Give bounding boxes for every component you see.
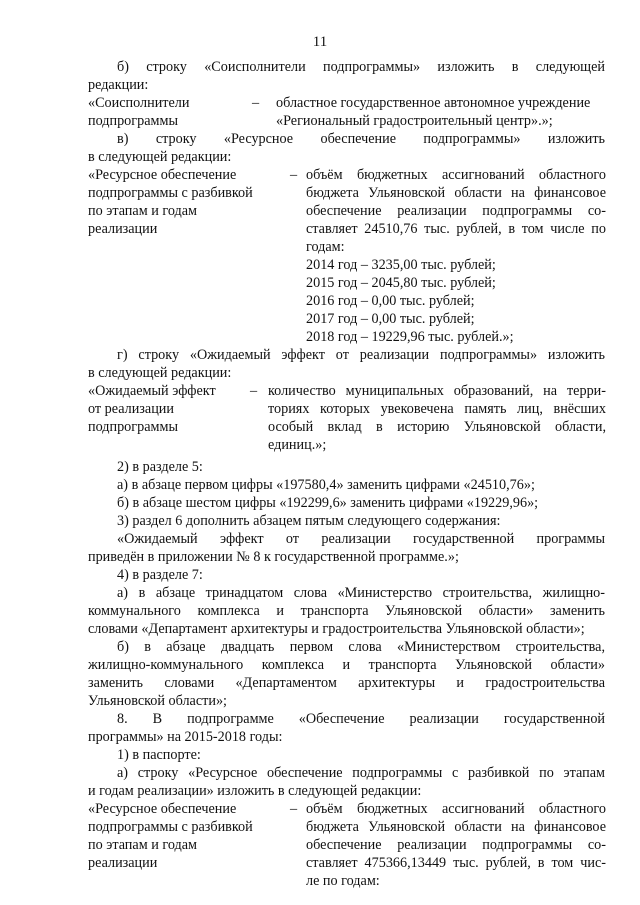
page-number: 11 [312,34,328,50]
text-line: и годам реализации» изложить в следующей редакции: [88,783,422,799]
table-left-cell: подпрограммы [88,113,178,129]
table-left-cell: «Соисполнители [88,95,190,111]
table-left-cell: реализации [88,221,158,237]
text-line: 8. В подпрограмме «Обеспечение реализации государственной [117,711,605,727]
table-right-cell: ториях которых увековечена память лиц, внёсших [268,401,606,417]
table-left-cell: реализации [88,855,158,871]
table-right-cell: бюджета Ульяновской области на финансовое [306,185,606,201]
table-right-cell: «Региональный градостроительный центр».»; [276,113,553,129]
table-left-cell: по этапам и годам [88,837,198,853]
text-line: 1) в паспорте: [117,747,201,763]
text-line: а) в абзаце тринадцатом слова «Министерство строительства, жилищно- [117,585,605,601]
text-line: в) строку «Ресурсное обеспечение подпрограммы» изложить [117,131,605,147]
table-left-cell: от реализации [88,401,174,417]
table-right-cell: годам: [306,239,345,255]
table-left-cell: подпрограммы [88,419,178,435]
table-dash: – [290,167,298,183]
table-right-cell: 2014 год – 3235,00 тыс. рублей; [306,257,496,273]
text-line: б) в абзаце шестом цифры «192299,6» заменить цифрами «19229,96»; [117,495,539,511]
text-line: «Ожидаемый эффект от реализации государственной программы [117,531,605,547]
table-right-cell: 2018 год – 19229,96 тыс. рублей.»; [306,329,514,345]
table-right-cell: обеспечение реализации подпрограммы со- [306,203,606,219]
table-left-cell: «Ожидаемый эффект [88,383,216,399]
table-right-cell: объём бюджетных ассигнований областного [306,801,606,817]
text-line: словами «Департамент архитектуры и градостроительства Ульяновской области»; [88,621,585,637]
table-left-cell: подпрограммы с разбивкой [88,185,253,201]
text-line: г) строку «Ожидаемый эффект от реализации подпрограммы» изложить [117,347,605,363]
text-line: в следующей редакции: [88,149,232,165]
table-right-cell: 2016 год – 0,00 тыс. рублей; [306,293,475,309]
text-line: в следующей редакции: [88,365,232,381]
table-left-cell: «Ресурсное обеспечение [88,167,237,183]
text-line: приведён в приложении № 8 к государственной программе.»; [88,549,459,565]
text-line: а) в абзаце первом цифры «197580,4» заменить цифрами «24510,76»; [117,477,535,493]
text-line: коммунального комплекса и транспорта Ульяновской области» заменить [88,603,605,619]
text-line: редакции: [88,77,149,93]
table-left-cell: по этапам и годам [88,203,198,219]
table-right-cell: 2015 год – 2045,80 тыс. рублей; [306,275,496,291]
table-right-cell: бюджета Ульяновской области на финансовое [306,819,606,835]
table-right-cell: объём бюджетных ассигнований областного [306,167,606,183]
table-right-cell: областное государственное автономное учреждение [276,95,591,111]
text-line: заменить словами «Департаментом архитектуры и градостроительства [88,675,605,691]
table-right-cell: ставляет 24510,76 тыс. рублей, в том числе по [306,221,606,237]
table-dash: – [250,383,258,399]
table-right-cell: ставляет 475366,13449 тыс. рублей, в том чис- [306,855,606,871]
table-right-cell: ле по годам: [306,873,380,889]
text-line: программы» на 2015-2018 годы: [88,729,283,745]
table-right-cell: 2017 год – 0,00 тыс. рублей; [306,311,475,327]
text-line: а) строку «Ресурсное обеспечение подпрограммы с разбивкой по этапам [117,765,605,781]
text-line: б) строку «Соисполнители подпрограммы» изложить в следующей [117,59,605,75]
table-left-cell: «Ресурсное обеспечение [88,801,237,817]
text-line: 4) в разделе 7: [117,567,203,583]
text-line: 2) в разделе 5: [117,459,203,475]
table-right-cell: обеспечение реализации подпрограммы со- [306,837,606,853]
text-line: жилищно-коммунального комплекса и транспорта Ульяновской области» [88,657,605,673]
table-right-cell: единиц.»; [268,437,327,453]
table-right-cell: количество муниципальных образований, на терри- [268,383,606,399]
text-line: 3) раздел 6 дополнить абзацем пятым следующего содержания: [117,513,501,529]
table-right-cell: особый вклад в историю Ульяновской области, [268,419,606,435]
table-dash: – [252,95,260,111]
text-line: Ульяновской области»; [88,693,227,709]
table-dash: – [290,801,298,817]
text-line: б) в абзаце двадцать первом слова «Министерством строительства, [117,639,605,655]
table-left-cell: подпрограммы с разбивкой [88,819,253,835]
